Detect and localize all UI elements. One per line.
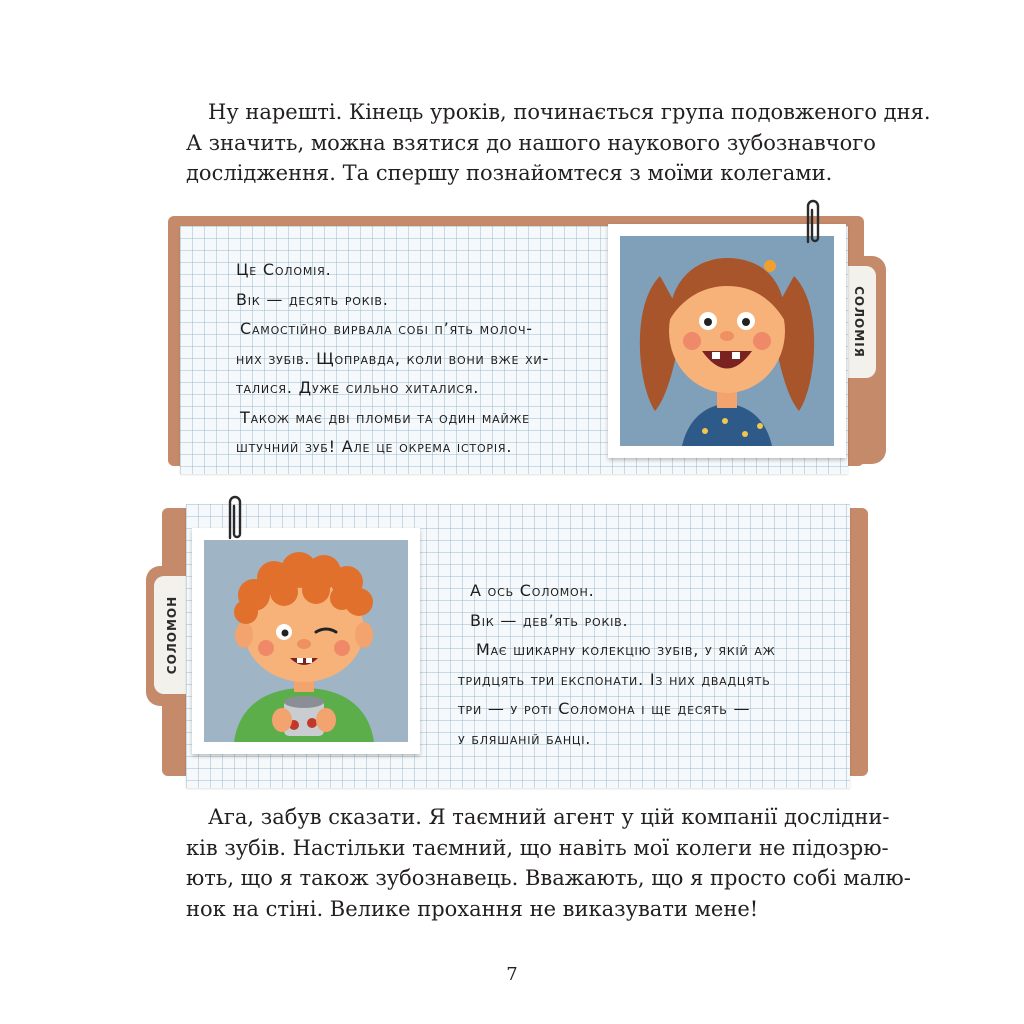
tab-label: СОЛОМІЯ	[852, 286, 867, 358]
girl-portrait	[620, 236, 834, 446]
card-text-line: Вік — дев’ять років.	[470, 610, 629, 630]
card-text-line: тридцять три експонати. Із них двадцять	[458, 669, 771, 689]
intro-line: Ну нарешті. Кінець уроків, починається група подовженого дня.	[208, 100, 931, 124]
card-text-line: Це Соломія.	[236, 260, 332, 279]
portrait-photo	[192, 528, 420, 754]
tab-label-box	[154, 576, 190, 694]
card-text-line: Вік — десять років.	[236, 289, 389, 309]
card-text-line: них зубів. Щоправда, коли вони вже хи-	[236, 348, 550, 368]
card-text	[236, 255, 596, 462]
card-text-line: А ось Соломон.	[470, 581, 595, 600]
card-text-line: штучний зуб! Але це окрема історія.	[236, 437, 513, 456]
outro-paragraph	[186, 802, 911, 924]
portrait-photo	[608, 224, 846, 458]
card-text-line: три — у роті Соломона і ще десять —	[458, 699, 751, 718]
tab-label: СОЛОМОН	[165, 595, 179, 675]
outro-line: нок на стіні. Велике прохання не виказувати мене!	[186, 896, 759, 921]
boy-portrait	[204, 540, 408, 742]
paperclip-icon	[222, 490, 248, 544]
paperclip-icon	[800, 194, 826, 248]
outro-line: ють, що я також зубознавець. Вважають, що я просто собі малю-	[186, 866, 911, 890]
outro-line: ків зубів. Настільки таємний, що навіть мої колеги не підозрю-	[186, 835, 889, 860]
card-text-line: Також має дві пломби та один майже	[240, 407, 530, 427]
outro-line: Ага, забув сказати. Я таємний агент у цій компанії дослідни-	[208, 805, 890, 829]
intro-line: дослідження. Та спершу познайомтеся з моїми колегами.	[186, 161, 833, 185]
card-text-line: у бляшаній банці.	[458, 728, 592, 748]
card-text-line: талися. Дуже сильно хиталися.	[236, 378, 480, 397]
card-text-line: Має шикарну колекцію зубів, у якій аж	[476, 640, 776, 659]
card-text-line: Самостійно вирвала собі п’ять молоч-	[240, 319, 533, 338]
page-number: 7	[506, 964, 518, 985]
intro-line: А значить, можна взятися до нашого наукового зубознавчого	[186, 130, 876, 155]
intro-paragraph	[186, 97, 931, 189]
card-text	[458, 576, 840, 753]
